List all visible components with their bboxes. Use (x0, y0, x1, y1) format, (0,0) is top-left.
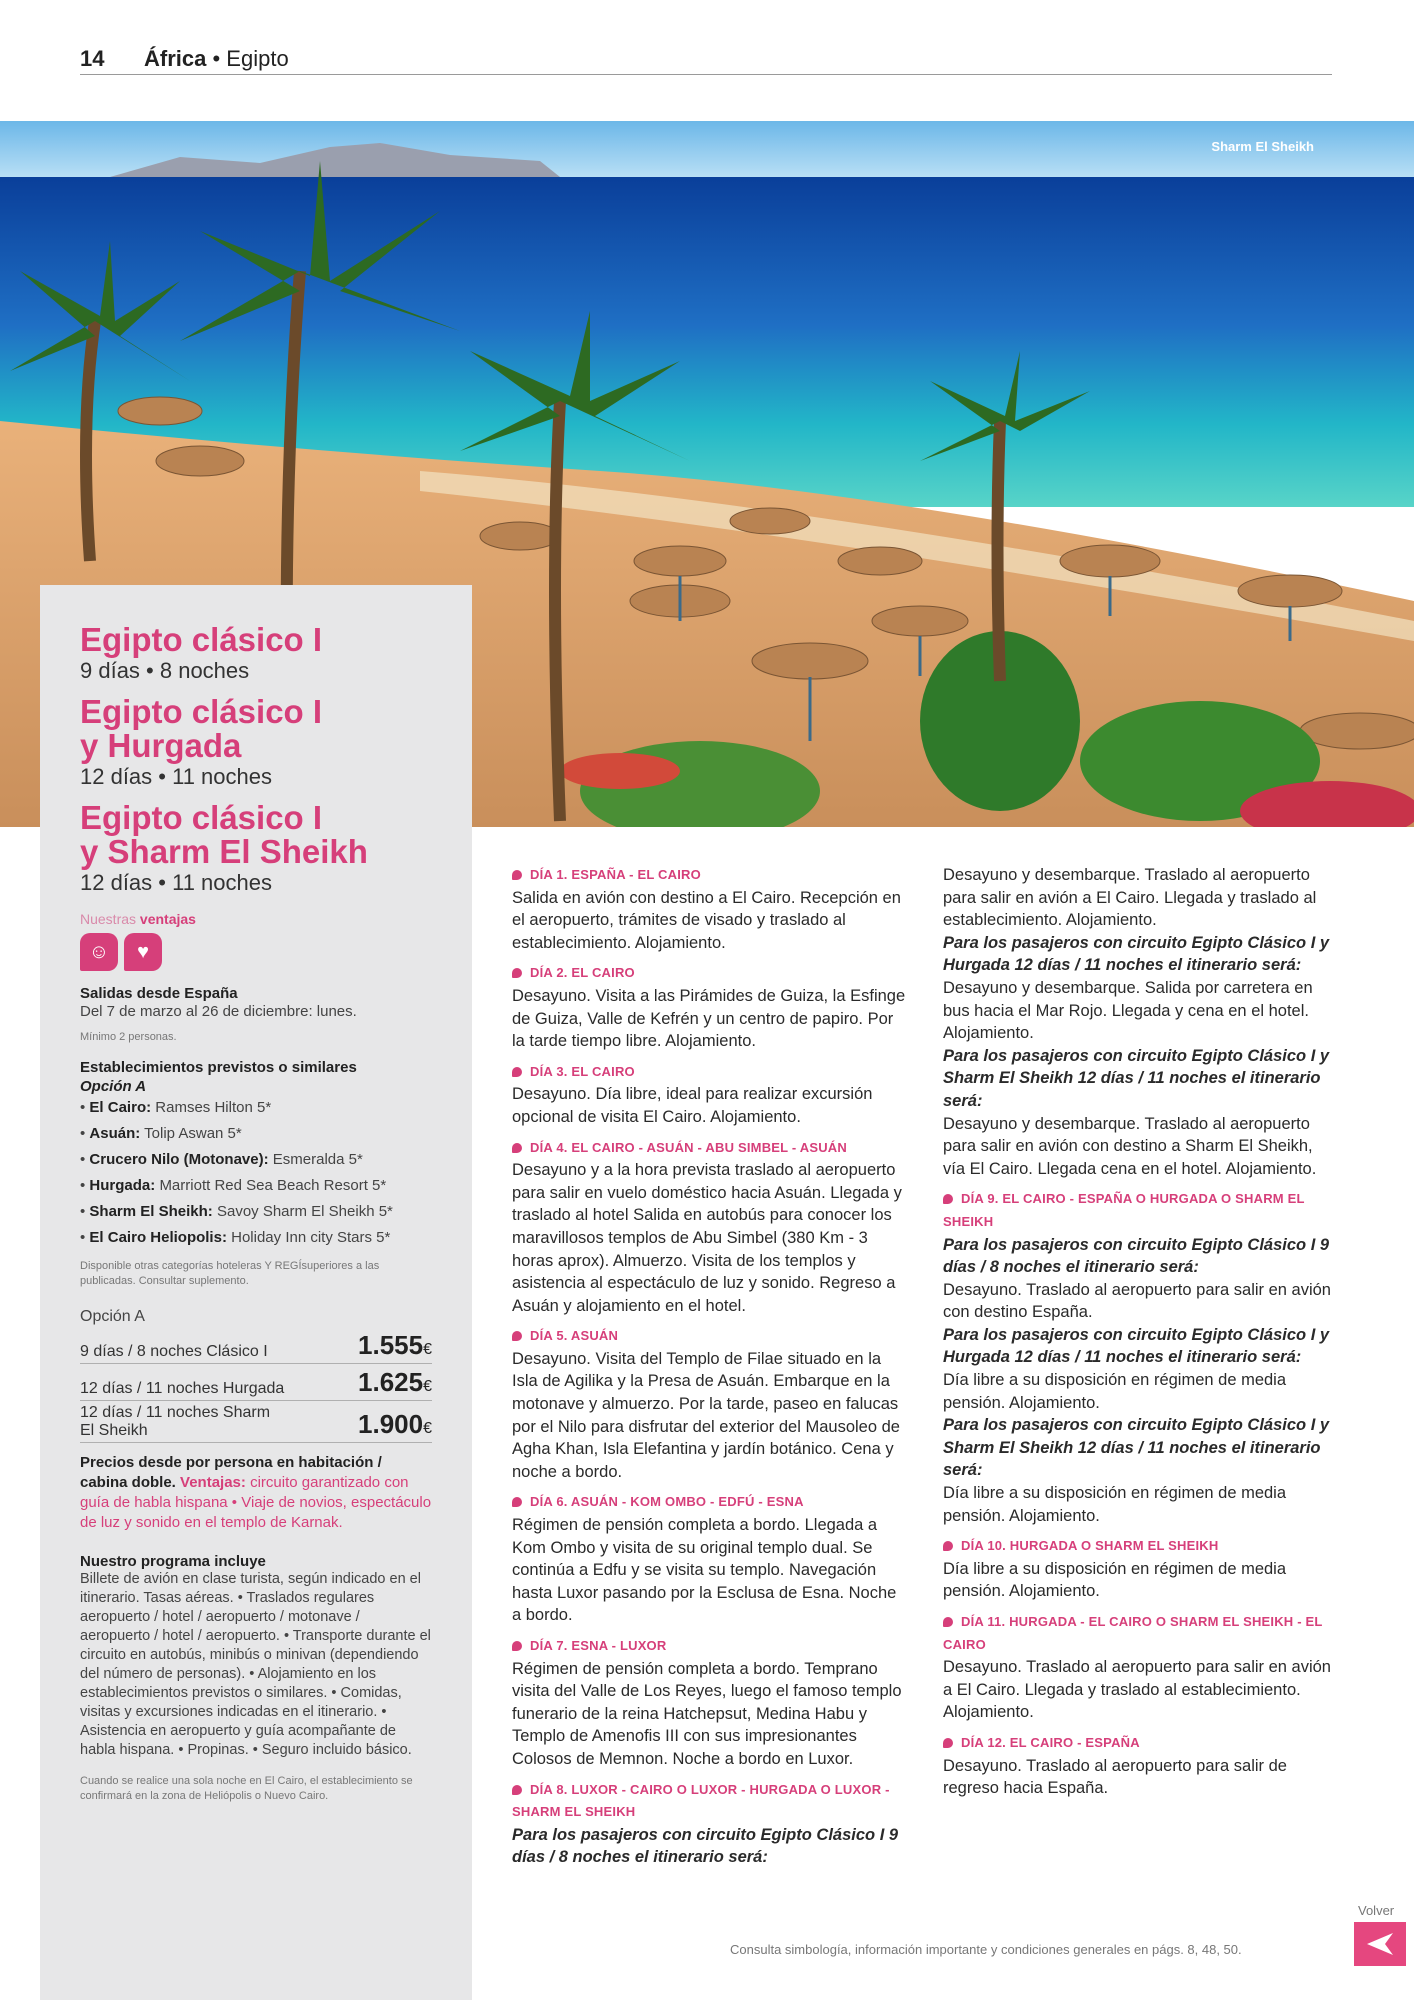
itinerary-column-1 (512, 864, 906, 1869)
day-heading: DÍA 12. EL CAIRO - ESPAÑA (943, 1732, 1337, 1755)
hotel-item: • El Cairo Heliopolis: Holiday Inn city Stars 5* (80, 1229, 391, 1246)
itinerary-column-2 (943, 864, 1337, 1800)
hotel-item: • Asuán: Tolip Aswan 5* (80, 1125, 242, 1142)
price-label: 9 días / 8 noches Clásico I (80, 1343, 268, 1360)
price-value (358, 1367, 432, 1398)
footer-note: Consulta simbología, información importante y condiciones generales en págs. 8, 48, 50. (730, 1942, 1242, 1957)
price-currency: € (423, 1420, 432, 1437)
price-note-advantages: circuito garantizado con guía de habla hispana • Viaje de novios, espectáculo de luz y sonido en el templo de Karnak. (80, 1474, 432, 1531)
day-text: Día libre a su disposición en régimen de media pensión. Alojamiento. (943, 1559, 1287, 1601)
back-arrow-icon (1365, 1931, 1395, 1957)
day-text: Día libre a su disposición en régimen de media pensión. Alojamiento. (943, 1371, 1287, 1412)
trip-title-line2: y Hurgada (80, 727, 242, 764)
day-heading: DÍA 3. EL CAIRO (512, 1061, 906, 1084)
price-note-bold: Precios desde por persona en habitación / cabina doble. (80, 1454, 382, 1491)
hotel-name: Marriott Red Sea Beach Resort 5* (159, 1177, 387, 1194)
hotel-city: Sharm El Sheikh: (89, 1203, 213, 1220)
option-label: Opción A (80, 1078, 147, 1095)
day-text: Desayuno y desembarque. Traslado al aeropuerto para salir en avión con destino a Sharm El Sheikh, vía El Cairo. Llegada cena en el hotel. Alojamiento. (943, 1114, 1317, 1178)
day-heading: DÍA 4. EL CAIRO - ASUÁN - ABU SIMBEL - ASUÁN (512, 1137, 906, 1160)
hotel-name: Ramses Hilton 5* (155, 1099, 272, 1116)
trip-duration: 12 días • 11 noches (80, 870, 272, 895)
price-amount: 1.900 (358, 1409, 424, 1439)
day-text: Desayuno. Visita a las Pirámides de Guiza, la Esfinge de Guiza, Valle de Kefrén y un centro de papiro. Por la tarde tiempo libre. Alojamiento. (512, 986, 906, 1051)
itinerary-variant-note: Para los pasajeros con circuito Egipto Clásico I y Hurgada 12 días / 11 noches el itinerario será: (943, 933, 1330, 975)
hotel-list (80, 1095, 432, 1251)
ventajas-prefix: Nuestras (80, 911, 137, 927)
day-heading: DÍA 10. HURGADA O SHARM EL SHEIKH (943, 1535, 1337, 1558)
trip-duration: 9 días • 8 noches (80, 658, 250, 683)
hotel-city: Crucero Nilo (Motonave): (89, 1151, 269, 1168)
page-header (80, 44, 1332, 75)
day-heading: DÍA 8. LUXOR - CAIRO O LUXOR - HURGADA O LUXOR - SHARM EL SHEIKH (512, 1779, 906, 1824)
itinerary-variant-note: Para los pasajeros con circuito Egipto Clásico I y Sharm El Sheikh 12 días / 11 noches el itinerario será: (943, 1046, 1330, 1110)
hotel-city: Hurgada: (89, 1177, 156, 1194)
ventajas-word: ventajas (139, 911, 196, 927)
breadcrumb: África • Egipto (144, 46, 289, 71)
hotel-item: • Hurgada: Marriott Red Sea Beach Resort 5* (80, 1177, 387, 1194)
price-row (80, 1401, 432, 1443)
cairo-note: Cuando se realice una sola noche en El Cairo, el establecimiento se confirmará en la zona de Heliópolis o Nuevo Cairo. (80, 1775, 413, 1802)
back-label: Volver (1358, 1903, 1395, 1918)
day-text: Desayuno y desembarque. Traslado al aeropuerto para salir en avión a El Cairo. Llegada y traslado al establecimiento. Alojamiento. (943, 866, 1317, 930)
day-heading: DÍA 7. ESNA - LUXOR (512, 1635, 906, 1658)
hotel-name: Holiday Inn city Stars 5* (231, 1229, 391, 1246)
guide-icon: ☺ (80, 933, 118, 971)
price-currency: € (423, 1378, 432, 1395)
day-text: Régimen de pensión completa a bordo. Llegada a Kom Ombo y visita de su original templo dual. Se continúa a Edfu y se visita su templo. Navegación hasta Luxor pasando por la Esclusa de Esna. Noche a bordo. (512, 1516, 897, 1625)
ventajas-icons (80, 933, 432, 971)
price-row (80, 1364, 432, 1401)
itinerary-variant-note: Para los pasajeros con circuito Egipto Clásico I 9 días / 8 noches el itinerario será: (512, 1825, 899, 1867)
photo-caption: Sharm El Sheikh (1211, 139, 1314, 154)
page-number: 14 (80, 46, 105, 71)
region-label: África (144, 46, 207, 71)
trip-title: Egipto clásico I (80, 621, 323, 658)
day-text: Régimen de pensión completa a bordo. Temprano visita del Valle de Los Reyes, luego el famoso templo funerario de la reina Hatchepsut, Medina Habu y Templo de Amenofis III con sus impresionantes Colosos de Memnon. Noche a bordo en Luxor. (512, 1659, 902, 1768)
prices-option: Opción A (80, 1308, 145, 1325)
day-text: Desayuno. Traslado al aeropuerto para salir en avión con destino España. (943, 1280, 1331, 1322)
price-value (358, 1409, 432, 1440)
itinerary-variant-note: Para los pasajeros con circuito Egipto Clásico I y Hurgada 12 días / 11 noches el itinerario será: (943, 1325, 1330, 1367)
price-amount: 1.625 (358, 1367, 424, 1397)
sidebar-panel (40, 585, 472, 2000)
hotel-city: El Cairo Heliopolis: (89, 1229, 227, 1246)
itinerary-variant-note: Para los pasajeros con circuito Egipto Clásico I y Sharm El Sheikh 12 días / 11 noches el itinerario será: (943, 1416, 1330, 1480)
day-text: Desayuno y desembarque. Salida por carretera en bus hacia el Mar Rojo. Llegada y cena en el hotel. Alojamiento. (943, 978, 1313, 1043)
day-heading: DÍA 9. EL CAIRO - ESPAÑA O HURGADA O SHARM EL SHEIKH (943, 1188, 1337, 1233)
min-persons: Mínimo 2 personas. (80, 1031, 177, 1043)
includes-title: Nuestro programa incluye (80, 1553, 266, 1570)
hotels-note: Disponible otras categorías hoteleras Y REGÍsuperiores a las publicadas. Consultar suplemento. (80, 1260, 380, 1287)
day-heading: DÍA 1. ESPAÑA - EL CAIRO (512, 864, 906, 887)
hotel-item: • Sharm El Sheikh: Savoy Sharm El Sheikh 5* (80, 1203, 393, 1220)
price-currency: € (423, 1341, 432, 1358)
hotel-city: El Cairo: (89, 1099, 152, 1116)
day-heading: DÍA 11. HURGADA - EL CAIRO O SHARM EL SHEIKH - EL CAIRO (943, 1611, 1337, 1656)
price-note (80, 1453, 432, 1533)
trip-title: Egipto clásico I (80, 799, 323, 836)
country-label: Egipto (226, 46, 289, 71)
hotel-item: • Crucero Nilo (Motonave): Esmeralda 5* (80, 1151, 363, 1168)
trip-title-line2: y Sharm El Sheikh (80, 833, 368, 870)
ventajas-label (80, 911, 432, 927)
day-text: Desayuno. Visita del Templo de Filae situado en la Isla de Agilika y la Presa de Asuán. Embarque en la motonave y almuerzo. Por la tarde, paseo en falucas por el Nilo para disfrutar del exterior del Mausoleo de Agha Khan, Isla Elefantina y jardín botánico. Cena y noche a bordo. (512, 1349, 900, 1481)
price-value (358, 1330, 432, 1361)
price-table (80, 1327, 432, 1443)
hotel-name: Esmeralda 5* (272, 1151, 363, 1168)
hotels-title: Establecimientos previstos o similares (80, 1059, 357, 1076)
hotel-city: Asuán: (89, 1125, 141, 1142)
trip-title: Egipto clásico I (80, 693, 323, 730)
price-amount: 1.555 (358, 1330, 424, 1360)
price-label: 12 días / 11 noches Hurgada (80, 1380, 285, 1397)
day-text: Salida en avión con destino a El Cairo. Recepción en el aeropuerto, trámites de visado y traslado al establecimiento. Alojamiento. (512, 888, 901, 952)
hotel-name: Savoy Sharm El Sheikh 5* (216, 1203, 393, 1220)
includes-text: Billete de avión en clase turista, según indicado en el itinerario. Tasas aéreas. • Traslados regulares aeropuerto / hotel / aeropuerto / motonave / aeropuerto / hotel / aeropuerto. • Transporte durante el circuito en autobús, minibús o minivan (dependiendo del número de personas). • Alojamiento en los establecimientos previstos o similares. • Comidas, visitas y excursiones indicadas en el itinerario. • Asistencia en aeropuerto y guía acompañante de habla hispana. • Propinas. • Seguro incluido básico. (80, 1571, 431, 1758)
day-text: Desayuno. Traslado al aeropuerto para salir en avión a El Cairo. Llegada y traslado al establecimiento. Alojamiento. (943, 1658, 1331, 1722)
day-heading: DÍA 2. EL CAIRO (512, 962, 906, 985)
price-note-ventajas: Ventajas: (180, 1474, 246, 1491)
itinerary-variant-note: Para los pasajeros con circuito Egipto Clásico I 9 días / 8 noches el itinerario será: (943, 1235, 1330, 1277)
price-row (80, 1327, 432, 1364)
back-button[interactable] (1354, 1922, 1406, 1966)
trip-duration: 12 días • 11 noches (80, 764, 272, 789)
day-text: Desayuno y a la hora prevista traslado al aeropuerto para salir en vuelo doméstico hacia Asuán. Llegada y traslado al hotel Salida en autobús para conocer los maravillosos templos de Abu Simbel (380 Km - 3 horas aprox). Almuerzo. Visita de los templos y asistencia al espectáculo de luz y sonido. Regreso a Asuán y alojamiento en el hotel. (512, 1161, 902, 1315)
departures-text: Del 7 de marzo al 26 de diciembre: lunes. (80, 1003, 357, 1020)
hotel-name: Tolip Aswan 5* (144, 1125, 242, 1142)
price-label: 12 días / 11 noches Sharm El Sheikh (80, 1404, 271, 1439)
day-text: Día libre a su disposición en régimen de media pensión. Alojamiento. (943, 1484, 1287, 1525)
departures-title: Salidas desde España (80, 985, 238, 1002)
hotel-item: • El Cairo: Ramses Hilton 5* (80, 1099, 272, 1116)
day-heading: DÍA 5. ASUÁN (512, 1325, 906, 1348)
day-heading: DÍA 6. ASUÁN - KOM OMBO - EDFÚ - ESNA (512, 1491, 906, 1514)
day-text: Desayuno. Día libre, ideal para realizar excursión opcional de visita El Cairo. Alojamiento. (512, 1085, 873, 1126)
honeymoon-icon: ♥ (124, 933, 162, 971)
day-text: Desayuno. Traslado al aeropuerto para salir de regreso hacia España. (943, 1756, 1287, 1798)
